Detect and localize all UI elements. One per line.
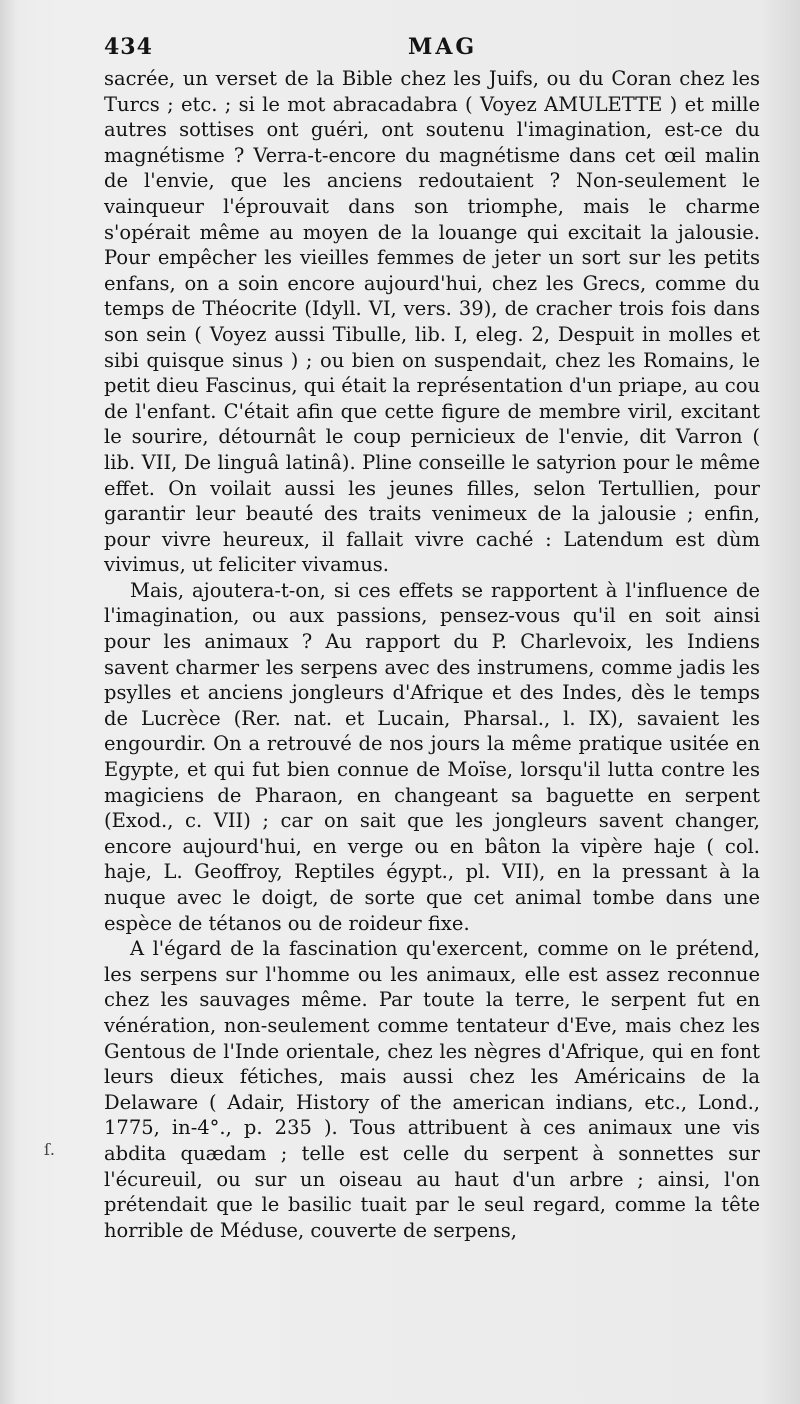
page-number: 434 <box>104 34 153 60</box>
paragraph-animals: Mais, ajoutera-t-on, si ces effets se rapportent à l'influence de l'imagination, ou aux passions, pensez-vous qu'il en soit ainsi pour les animaux ? Au rapport du P. Charlevoix, les Indiens savent charmer les serpens avec des instrumens, comme jadis les psylles et anciens jongleurs d'Afrique et des Indes, dès le temps de Lucrèce (Rer. nat. et Lucain, Pharsal., l. IX), savaient les engourdir. On a retrouvé de nos jours la même pratique usitée en Egypte, et qui fut bien connue de Moïse, lorsqu'il lutta contre les magiciens de Pharaon, en changeant sa baguette en serpent (Exod., c. VII) ; car on sait que les jongleurs savent changer, encore aujourd'hui, en verge ou en bâton la vipère haje ( col. haje, L. Geoffroy, Reptiles égypt., pl. VII), en la pressant à la nuque avec le doigt, de sorte que cet animal tombe dans une espèce de tétanos ou de roideur fixe. <box>104 578 760 935</box>
paragraph-continuation: sacrée, un verset de la Bible chez les Juifs, ou du Coran chez les Turcs ; etc. ; si le mot abracadabra ( Voyez AMULETTE ) et mille autres sottises ont guéri, ont soutenu l'imagination, est-ce du magnétisme ? Verra-t-encore du magnétisme dans cet œil malin de l'envie, que les anciens redoutaient ? Non-seulement le vainqueur l'éprouvait dans son triomphe, mais le charme s'opérait même au moyen de la louange qui excitait la jalousie. Pour empêcher les vieilles femmes de jeter un sort sur les petits enfans, on a soin encore aujourd'hui, chez les Grecs, comme du temps de Théocrite (Idyll. VI, vers. 39), de cracher trois fois dans son sein ( Voyez aussi Tibulle, lib. I, eleg. 2, Despuit in molles et sibi quisque sinus ) ; ou bien on suspendait, chez les Romains, le petit dieu Fascinus, qui était la représentation d'un priape, au cou de l'enfant. C'était afin que cette figure de membre viril, excitant le sourire, détournât le coup pernicieux de l'envie, dit Varron ( lib. VII, De linguâ latinâ). Pline conseille le satyrion pour le même effet. On voilait aussi les jeunes filles, selon Tertullien, pour garantir leur beauté des traits venimeux de la jalousie ; enfin, pour vivre heureux, il fallait vivre caché : Latendum est dùm vivimus, ut feliciter vivamus. <box>104 67 760 577</box>
paragraph-fascination: A l'égard de la fascination qu'exercent, comme on le prétend, les serpens sur l'homme ou les animaux, elle est assez reconnue chez les sauvages même. Par toute la terre, le serpent fut en vénération, non-seulement comme tentateur d'Eve, mais chez les Gentous de l'Inde orientale, chez les nègres d'Afrique, qui en font leurs dieux fétiches, mais aussi chez les Américains de la Delaware ( Adair, History of the american indians, etc., Lond., 1775, in-4°., p. 235 ). Tous attribuent à ces animaux une vis abdita quædam ; telle est celle du serpent à sonnettes sur l'écureuil, ou sur un oiseau au haut d'un arbre ; ainsi, l'on prétendait que le basilic tuait par le seul regard, comme la tête horrible de Méduse, couverte de serpens, <box>104 937 760 1242</box>
running-head: MAG <box>408 34 478 60</box>
body-text <box>104 66 760 1243</box>
page-header <box>104 34 760 68</box>
margin-mark: ſ. <box>44 1140 56 1159</box>
